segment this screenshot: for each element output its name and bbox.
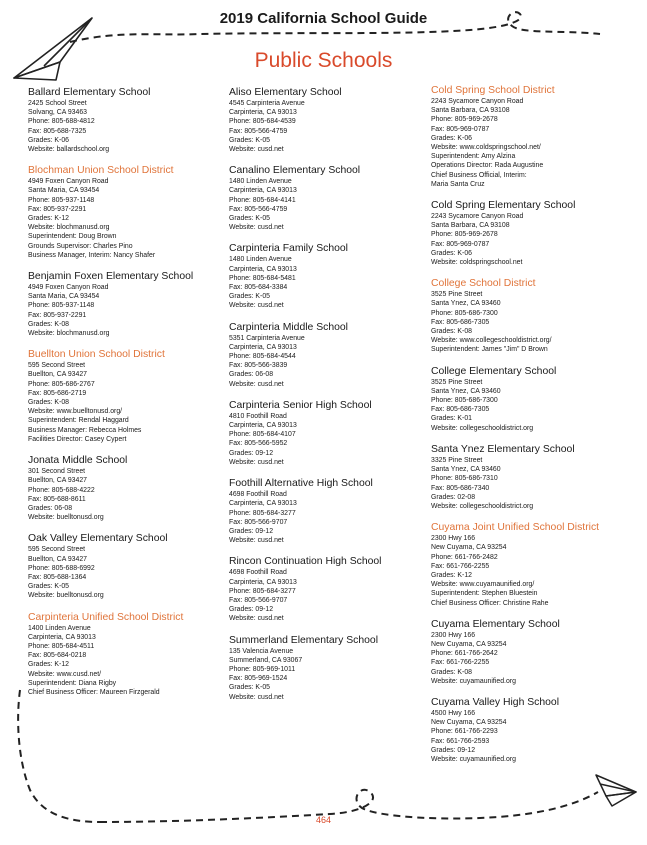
section-title: Public Schools bbox=[254, 49, 393, 72]
entry-detail-line: Buellton, CA 93427 bbox=[28, 477, 87, 485]
left-flight-path bbox=[18, 690, 100, 822]
school-name: Oak Valley Elementary School bbox=[28, 533, 168, 545]
entry-detail-line: Phone: 805-684-3277 bbox=[229, 509, 296, 517]
entry-detail-line: 2243 Sycamore Canyon Road bbox=[431, 98, 524, 105]
entry-detail-line: Grades: 06-08 bbox=[229, 371, 274, 379]
entry-detail-line: Carpinteria, CA 93013 bbox=[229, 187, 297, 195]
entry-detail-line: 4500 Hwy 166 bbox=[431, 709, 476, 717]
entry-detail-line: Website: blochmanusd.org bbox=[28, 224, 110, 232]
entry-detail-line: Website: ballardschool.org bbox=[28, 146, 110, 154]
school-entry bbox=[229, 399, 429, 467]
entry-detail-line: Fax: 805-937-2291 bbox=[28, 311, 87, 319]
entry-detail-line: New Cuyama, CA 93254 bbox=[431, 719, 507, 727]
entry-detail-line: Website: cusd.net bbox=[229, 458, 284, 466]
entry-detail-line: Operations Director: Rada Augustine bbox=[431, 162, 544, 170]
entry-detail-line: Grades: K-05 bbox=[229, 293, 270, 301]
school-entry bbox=[229, 321, 429, 389]
entry-detail-line: Superintendent: Amy Alzina bbox=[431, 153, 516, 161]
entry-detail-line: Website: cuyamaunified.org bbox=[431, 755, 516, 763]
column-2 bbox=[229, 86, 429, 712]
entry-detail-line: Santa Ynez, CA 93460 bbox=[431, 466, 501, 474]
guide-title: 2019 California School Guide bbox=[219, 10, 428, 27]
entry-detail-line: Fax: 661-766-2593 bbox=[431, 737, 490, 745]
entry-detail-line: Summerland, CA 93067 bbox=[229, 656, 303, 664]
district-entry bbox=[28, 348, 228, 444]
entry-detail-line: Grades: K-05 bbox=[229, 215, 270, 223]
entry-detail-line: Grades: K-05 bbox=[28, 583, 69, 591]
entry-detail-line: Phone: 661-766-2642 bbox=[431, 650, 498, 658]
entry-detail-line: Phone: 805-686-2767 bbox=[28, 380, 95, 388]
entry-detail-line: Grades: K-05 bbox=[229, 136, 270, 144]
district-entry bbox=[431, 277, 631, 354]
entry-detail-line: Phone: 805-688-4222 bbox=[28, 486, 95, 494]
entry-detail-line: Superintendent: Doug Brown bbox=[28, 233, 117, 241]
school-entry bbox=[229, 242, 429, 310]
entry-detail-line: Website: www.cuyamaunified.org/ bbox=[431, 581, 535, 589]
entry-detail-line: Fax: 805-684-0218 bbox=[28, 652, 87, 660]
entry-detail-line: Buellton, CA 93427 bbox=[28, 555, 87, 563]
entry-detail-line: Phone: 805-969-2678 bbox=[431, 231, 498, 239]
entry-detail-line: Grades: K-08 bbox=[431, 328, 472, 336]
district-entry bbox=[431, 84, 631, 189]
entry-detail-line: 4545 Carpinteria Avenue bbox=[229, 100, 305, 107]
school-entry bbox=[229, 555, 429, 623]
entry-detail-line: Grades: K-06 bbox=[28, 136, 69, 144]
entry-detail-line: Fax: 805-566-4759 bbox=[229, 205, 288, 213]
entry-detail-line: Grades: 09-12 bbox=[229, 527, 274, 535]
school-name: Cold Spring Elementary School bbox=[431, 200, 576, 212]
entry-detail-line: Phone: 661-766-2293 bbox=[431, 728, 498, 736]
entry-detail-line: Carpinteria, CA 93013 bbox=[229, 265, 297, 273]
entry-detail-line: Santa Ynez, CA 93460 bbox=[431, 387, 501, 395]
entry-detail-line: Website: www.coldspringschool.net/ bbox=[431, 144, 541, 152]
district-name: Carpinteria Unified School District bbox=[28, 611, 184, 623]
entry-detail-line: Grounds Supervisor: Charles Pino bbox=[28, 242, 133, 250]
entry-detail-line: 4698 Foothill Road bbox=[229, 569, 287, 577]
entry-detail-line: 5351 Carpinteria Avenue bbox=[229, 334, 305, 342]
entry-detail-line: Grades: 09-12 bbox=[229, 449, 274, 457]
entry-detail-line: 1400 Linden Avenue bbox=[28, 624, 91, 632]
entry-detail-line: Fax: 805-937-2291 bbox=[28, 205, 87, 213]
entry-detail-line: Phone: 805-684-3277 bbox=[229, 587, 296, 595]
entry-detail-line: Fax: 661-766-2255 bbox=[431, 562, 490, 570]
entry-detail-line: Phone: 805-684-4539 bbox=[229, 118, 296, 126]
entry-detail-line: Carpinteria, CA 93013 bbox=[229, 500, 297, 508]
entry-detail-line: Grades: K-08 bbox=[28, 320, 69, 328]
entry-detail-line: Fax: 805-686-7305 bbox=[431, 318, 490, 326]
entry-detail-line: 3325 Pine Street bbox=[431, 456, 483, 464]
entry-detail-line: Phone: 805-684-5481 bbox=[229, 274, 296, 282]
school-entry bbox=[431, 618, 631, 686]
entry-detail-line: Chief Business Officer: Maureen Firzgerald bbox=[28, 688, 160, 696]
school-name: Santa Ynez Elementary School bbox=[431, 443, 575, 455]
entry-detail-line: Phone: 805-688-4812 bbox=[28, 118, 95, 126]
district-name: College School District bbox=[431, 278, 536, 290]
school-entry bbox=[229, 477, 429, 545]
district-entry bbox=[28, 164, 228, 260]
entry-detail-line: Website: cusd.net bbox=[229, 380, 284, 388]
entry-detail-line: Phone: 805-686-7310 bbox=[431, 475, 498, 483]
entry-detail-line: Fax: 805-566-9707 bbox=[229, 518, 288, 526]
entry-detail-line: Fax: 805-969-1524 bbox=[229, 675, 288, 683]
entry-detail-line: Website: cusd.net bbox=[229, 146, 284, 154]
entry-detail-line: 595 Second Street bbox=[28, 546, 86, 554]
entry-detail-line: Santa Barbara, CA 93108 bbox=[431, 222, 510, 230]
entry-detail-line: Carpinteria, CA 93013 bbox=[229, 343, 297, 351]
school-name: Summerland Elementary School bbox=[229, 634, 379, 646]
entry-detail-line: 1480 Linden Avenue bbox=[229, 256, 292, 264]
entry-detail-line: Superintendent: Diana Rigby bbox=[28, 679, 117, 687]
entry-detail-line: Website: collegeschooldistrict.org bbox=[431, 424, 534, 432]
entry-detail-line: Website: cusd.net bbox=[229, 302, 284, 310]
entry-detail-line: 2300 Hwy 166 bbox=[431, 631, 476, 639]
entry-detail-line: Business Manager: Rebecca Holmes bbox=[28, 426, 142, 434]
entry-detail-line: Grades: K-08 bbox=[431, 668, 472, 676]
entry-detail-line: New Cuyama, CA 93254 bbox=[431, 544, 507, 552]
entry-detail-line: Superintendent: Rendal Haggard bbox=[28, 417, 129, 425]
school-name: Carpinteria Family School bbox=[229, 243, 348, 255]
entry-detail-line: Phone: 805-937-1148 bbox=[28, 302, 95, 310]
entry-detail-line: Fax: 805-686-7305 bbox=[431, 406, 490, 414]
entry-detail-line: Grades: K-06 bbox=[431, 134, 472, 142]
entry-detail-line: Phone: 805-686-7300 bbox=[431, 397, 498, 405]
school-name: Carpinteria Middle School bbox=[229, 321, 348, 333]
school-name: Cuyama Valley High School bbox=[431, 696, 560, 708]
entry-detail-line: Santa Maria, CA 93454 bbox=[28, 187, 100, 195]
entry-detail-line: Phone: 805-684-4544 bbox=[229, 353, 296, 361]
entry-detail-line: Carpinteria, CA 93013 bbox=[28, 633, 96, 641]
entry-detail-line: Chief Business Official, Interim: bbox=[431, 171, 527, 179]
school-name: College Elementary School bbox=[431, 365, 557, 377]
entry-detail-line: Superintendent: James "Jim" D Brown bbox=[431, 346, 548, 354]
entry-detail-line: Website: cusd.net bbox=[229, 693, 284, 701]
entry-detail-line: Phone: 661-766-2482 bbox=[431, 553, 498, 561]
entry-detail-line: Grades: K-06 bbox=[431, 249, 472, 257]
entry-detail-line: 2300 Hwy 166 bbox=[431, 535, 476, 543]
entry-detail-line: Website: www.collegeschooldistrict.org/ bbox=[431, 337, 552, 345]
entry-detail-line: Grades: 09-12 bbox=[229, 606, 274, 614]
entry-detail-line: 3525 Pine Street bbox=[431, 291, 483, 299]
district-name: Cold Spring School District bbox=[431, 85, 555, 96]
entry-detail-line: Fax: 805-969-0787 bbox=[431, 240, 490, 248]
district-name: Buellton Union School District bbox=[28, 349, 165, 361]
school-name: Cuyama Elementary School bbox=[431, 618, 560, 630]
entry-detail-line: Grades: K-12 bbox=[28, 215, 69, 223]
entry-detail-line: Phone: 805-684-4141 bbox=[229, 196, 296, 204]
entry-detail-line: Solvang, CA 93463 bbox=[28, 109, 87, 117]
school-name: Aliso Elementary School bbox=[229, 87, 342, 98]
entry-detail-line: Website: buelltonusd.org bbox=[28, 514, 104, 522]
entry-detail-line: Website: collegeschooldistrict.org bbox=[431, 502, 534, 510]
entry-detail-line: Buellton, CA 93427 bbox=[28, 371, 87, 379]
district-entry bbox=[431, 521, 631, 608]
entry-detail-line: 2425 School Street bbox=[28, 100, 87, 107]
entry-detail-line: Phone: 805-937-1148 bbox=[28, 196, 95, 204]
entry-detail-line: Website: blochmanusd.org bbox=[28, 330, 110, 338]
entry-detail-line: 4949 Foxen Canyon Road bbox=[28, 284, 109, 292]
school-entry bbox=[431, 443, 631, 511]
paper-airplane-small-icon bbox=[596, 775, 636, 806]
entry-detail-line: Fax: 661-766-2255 bbox=[431, 659, 490, 667]
entry-detail-line: Website: buelltonusd.org bbox=[28, 592, 104, 600]
school-name: Benjamin Foxen Elementary School bbox=[28, 271, 194, 283]
entry-detail-line: Phone: 805-688-6992 bbox=[28, 564, 95, 572]
entry-detail-line: Phone: 805-684-4107 bbox=[229, 431, 296, 439]
entry-detail-line: Fax: 805-686-7340 bbox=[431, 484, 490, 492]
entry-detail-line: Fax: 805-688-1364 bbox=[28, 573, 87, 581]
entry-detail-line: Phone: 805-969-2678 bbox=[431, 116, 498, 124]
entry-detail-line: Grades: 06-08 bbox=[28, 504, 73, 512]
entry-detail-line: Grades: 02-08 bbox=[431, 493, 476, 501]
entry-detail-line: Chief Business Officer: Christine Rahe bbox=[431, 599, 549, 607]
entry-detail-line: Fax: 805-688-8611 bbox=[28, 495, 86, 503]
school-name: Jonata Middle School bbox=[28, 455, 128, 467]
entry-detail-line: 2243 Sycamore Canyon Road bbox=[431, 213, 524, 221]
entry-detail-line: Website: cusd.net bbox=[229, 537, 284, 545]
entry-detail-line: Website: coldspringschool.net bbox=[431, 259, 523, 267]
entry-detail-line: 301 Second Street bbox=[28, 468, 86, 476]
entry-detail-line: 4698 Foothill Road bbox=[229, 491, 287, 499]
school-name: Foothill Alternative High School bbox=[229, 478, 373, 490]
entry-detail-line: Website: cusd.net bbox=[229, 615, 284, 623]
entry-detail-line: Facilities Director: Casey Cypert bbox=[28, 435, 127, 443]
column-3 bbox=[431, 84, 631, 774]
school-entry bbox=[28, 270, 228, 338]
entry-detail-line: Fax: 805-686-2719 bbox=[28, 389, 87, 397]
entry-detail-line: 1480 Linden Avenue bbox=[229, 178, 292, 186]
entry-detail-line: Superintendent: Stephen Bluestein bbox=[431, 590, 538, 598]
entry-detail-line: Grades: K-01 bbox=[431, 415, 472, 423]
entry-detail-line: 4810 Foothill Road bbox=[229, 412, 287, 420]
entry-detail-line: Grades: K-12 bbox=[28, 661, 69, 669]
entry-detail-line: Phone: 805-686-7300 bbox=[431, 309, 498, 317]
entry-detail-line: Phone: 805-684-4511 bbox=[28, 642, 95, 650]
entry-detail-line: Website: www.cusd.net/ bbox=[28, 670, 102, 678]
entry-detail-line: Maria Santa Cruz bbox=[431, 180, 485, 188]
entry-detail-line: Carpinteria, CA 93013 bbox=[229, 109, 297, 117]
entry-detail-line: Business Manager, Interim: Nancy Shafer bbox=[28, 251, 156, 259]
entry-detail-line: Santa Ynez, CA 93460 bbox=[431, 300, 501, 308]
entry-detail-line: 135 Valencia Avenue bbox=[229, 647, 294, 655]
entry-detail-line: Fax: 805-566-3839 bbox=[229, 362, 288, 370]
school-name: Ballard Elementary School bbox=[28, 87, 151, 98]
school-entry bbox=[28, 454, 228, 522]
school-name: Rincon Continuation High School bbox=[229, 556, 382, 568]
school-entry bbox=[229, 634, 429, 702]
entry-detail-line: 4949 Foxen Canyon Road bbox=[28, 178, 109, 186]
entry-detail-line: Website: www.buelltonusd.org/ bbox=[28, 408, 123, 416]
school-entry bbox=[28, 86, 228, 154]
district-name: Blochman Union School District bbox=[28, 165, 174, 177]
entry-detail-line: 595 Second Street bbox=[28, 362, 86, 370]
school-entry bbox=[28, 532, 228, 600]
entry-detail-line: Grades: K-12 bbox=[431, 571, 472, 579]
entry-detail-line: Fax: 805-969-0787 bbox=[431, 125, 490, 133]
column-1 bbox=[28, 86, 228, 707]
entry-detail-line: Fax: 805-566-9707 bbox=[229, 596, 288, 604]
school-entry bbox=[431, 199, 631, 267]
entry-detail-line: Fax: 805-566-5952 bbox=[229, 440, 288, 448]
school-entry bbox=[229, 86, 429, 154]
entry-detail-line: Fax: 805-566-4759 bbox=[229, 127, 288, 135]
entry-detail-line: Santa Maria, CA 93454 bbox=[28, 293, 100, 301]
entry-detail-line: Grades: 09-12 bbox=[431, 746, 476, 754]
entry-detail-line: Grades: K-05 bbox=[229, 684, 270, 692]
entry-detail-line: Santa Barbara, CA 93108 bbox=[431, 107, 510, 115]
entry-detail-line: Carpinteria, CA 93013 bbox=[229, 422, 297, 430]
school-entry bbox=[431, 365, 631, 433]
entry-detail-line: New Cuyama, CA 93254 bbox=[431, 640, 507, 648]
entry-detail-line: Website: cusd.net bbox=[229, 224, 284, 232]
school-name: Canalino Elementary School bbox=[229, 165, 361, 177]
entry-detail-line: Fax: 805-688-7325 bbox=[28, 127, 87, 135]
district-entry bbox=[28, 611, 228, 698]
entry-detail-line: Website: cuyamaunified.org bbox=[431, 677, 516, 685]
school-entry bbox=[431, 696, 631, 764]
page-number: 464 bbox=[315, 815, 332, 825]
entry-detail-line: Fax: 805-684-3384 bbox=[229, 284, 288, 292]
entry-detail-line: Grades: K-08 bbox=[28, 399, 69, 407]
school-name: Carpinteria Senior High School bbox=[229, 399, 372, 411]
school-entry bbox=[229, 164, 429, 232]
entry-detail-line: 3525 Pine Street bbox=[431, 378, 483, 386]
entry-detail-line: Carpinteria, CA 93013 bbox=[229, 578, 297, 586]
district-name: Cuyama Joint Unified School District bbox=[431, 522, 600, 534]
entry-detail-line: Phone: 805-969-1011 bbox=[229, 665, 296, 673]
